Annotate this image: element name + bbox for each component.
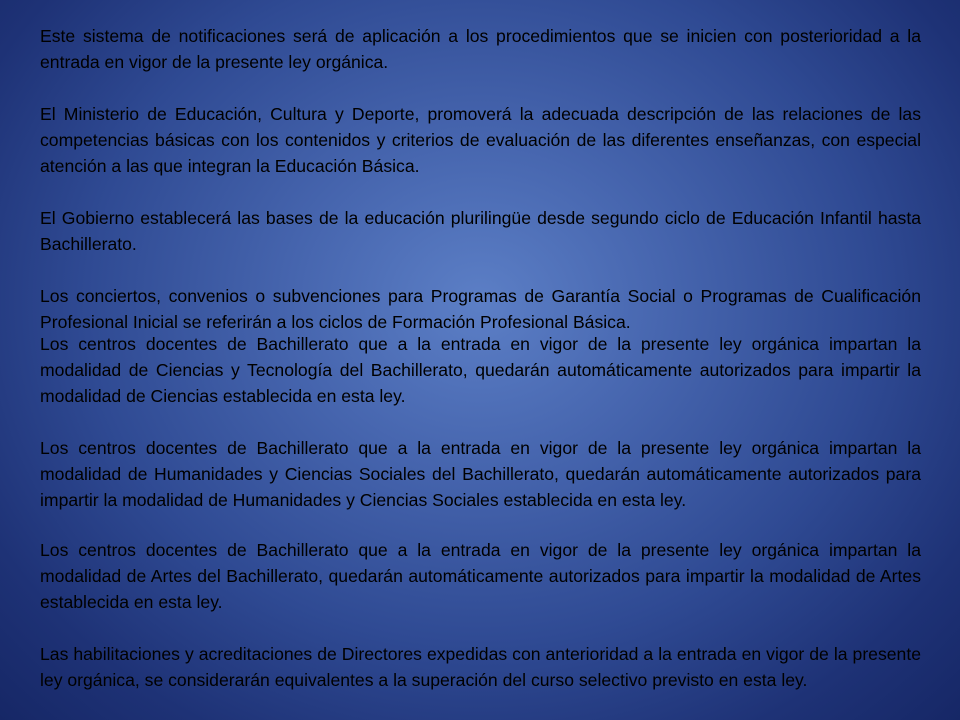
paragraph-sciences: Los centros docentes de Bachillerato que a la entrada en vigor de la presente ley orgánica impartan la modalidad de Ciencias y Tecnología del Bachillerato, quedarán automáticamente autorizados para impartir la modalidad de Ciencias establecida en esta ley. bbox=[40, 334, 921, 406]
paragraph-notifications: Este sistema de notificaciones será de aplicación a los procedimientos que se inicien con posterioridad a la entrada en vigor de la presente ley orgánica. bbox=[40, 26, 921, 72]
paragraph-ministry: El Ministerio de Educación, Cultura y Deporte, promoverá la adecuada descripción de las relaciones de las competencias básicas con los contenidos y criterios de evaluación de las diferentes enseñanzas, con especial atención a las que integran la Educación Básica. bbox=[40, 104, 921, 176]
paragraph-government: El Gobierno establecerá las bases de la educación plurilingüe desde segundo ciclo de Educación Infantil hasta Bachillerato. bbox=[40, 208, 921, 254]
paragraph-directors: Las habilitaciones y acreditaciones de Directores expedidas con anterioridad a la entrada en vigor de la presente ley orgánica, se considerarán equivalentes a la superación del curso selectivo previsto en esta ley. bbox=[40, 644, 921, 690]
paragraph-arts: Los centros docentes de Bachillerato que a la entrada en vigor de la presente ley orgánica impartan la modalidad de Artes del Bachillerato, quedarán automáticamente autorizados para impartir la modalidad de Artes establecida en esta ley. bbox=[40, 540, 921, 612]
paragraph-agreements: Los conciertos, convenios o subvenciones para Programas de Garantía Social o Programas de Cualificación Profesional Inicial se referirán a los ciclos de Formación Profesional Básica. bbox=[40, 286, 921, 332]
paragraph-humanities: Los centros docentes de Bachillerato que a la entrada en vigor de la presente ley orgánica impartan la modalidad de Humanidades y Ciencias Sociales del Bachillerato, quedarán automáticamente autorizados para impartir la modalidad de Humanidades y Ciencias Sociales establecida en esta ley. bbox=[40, 438, 921, 510]
